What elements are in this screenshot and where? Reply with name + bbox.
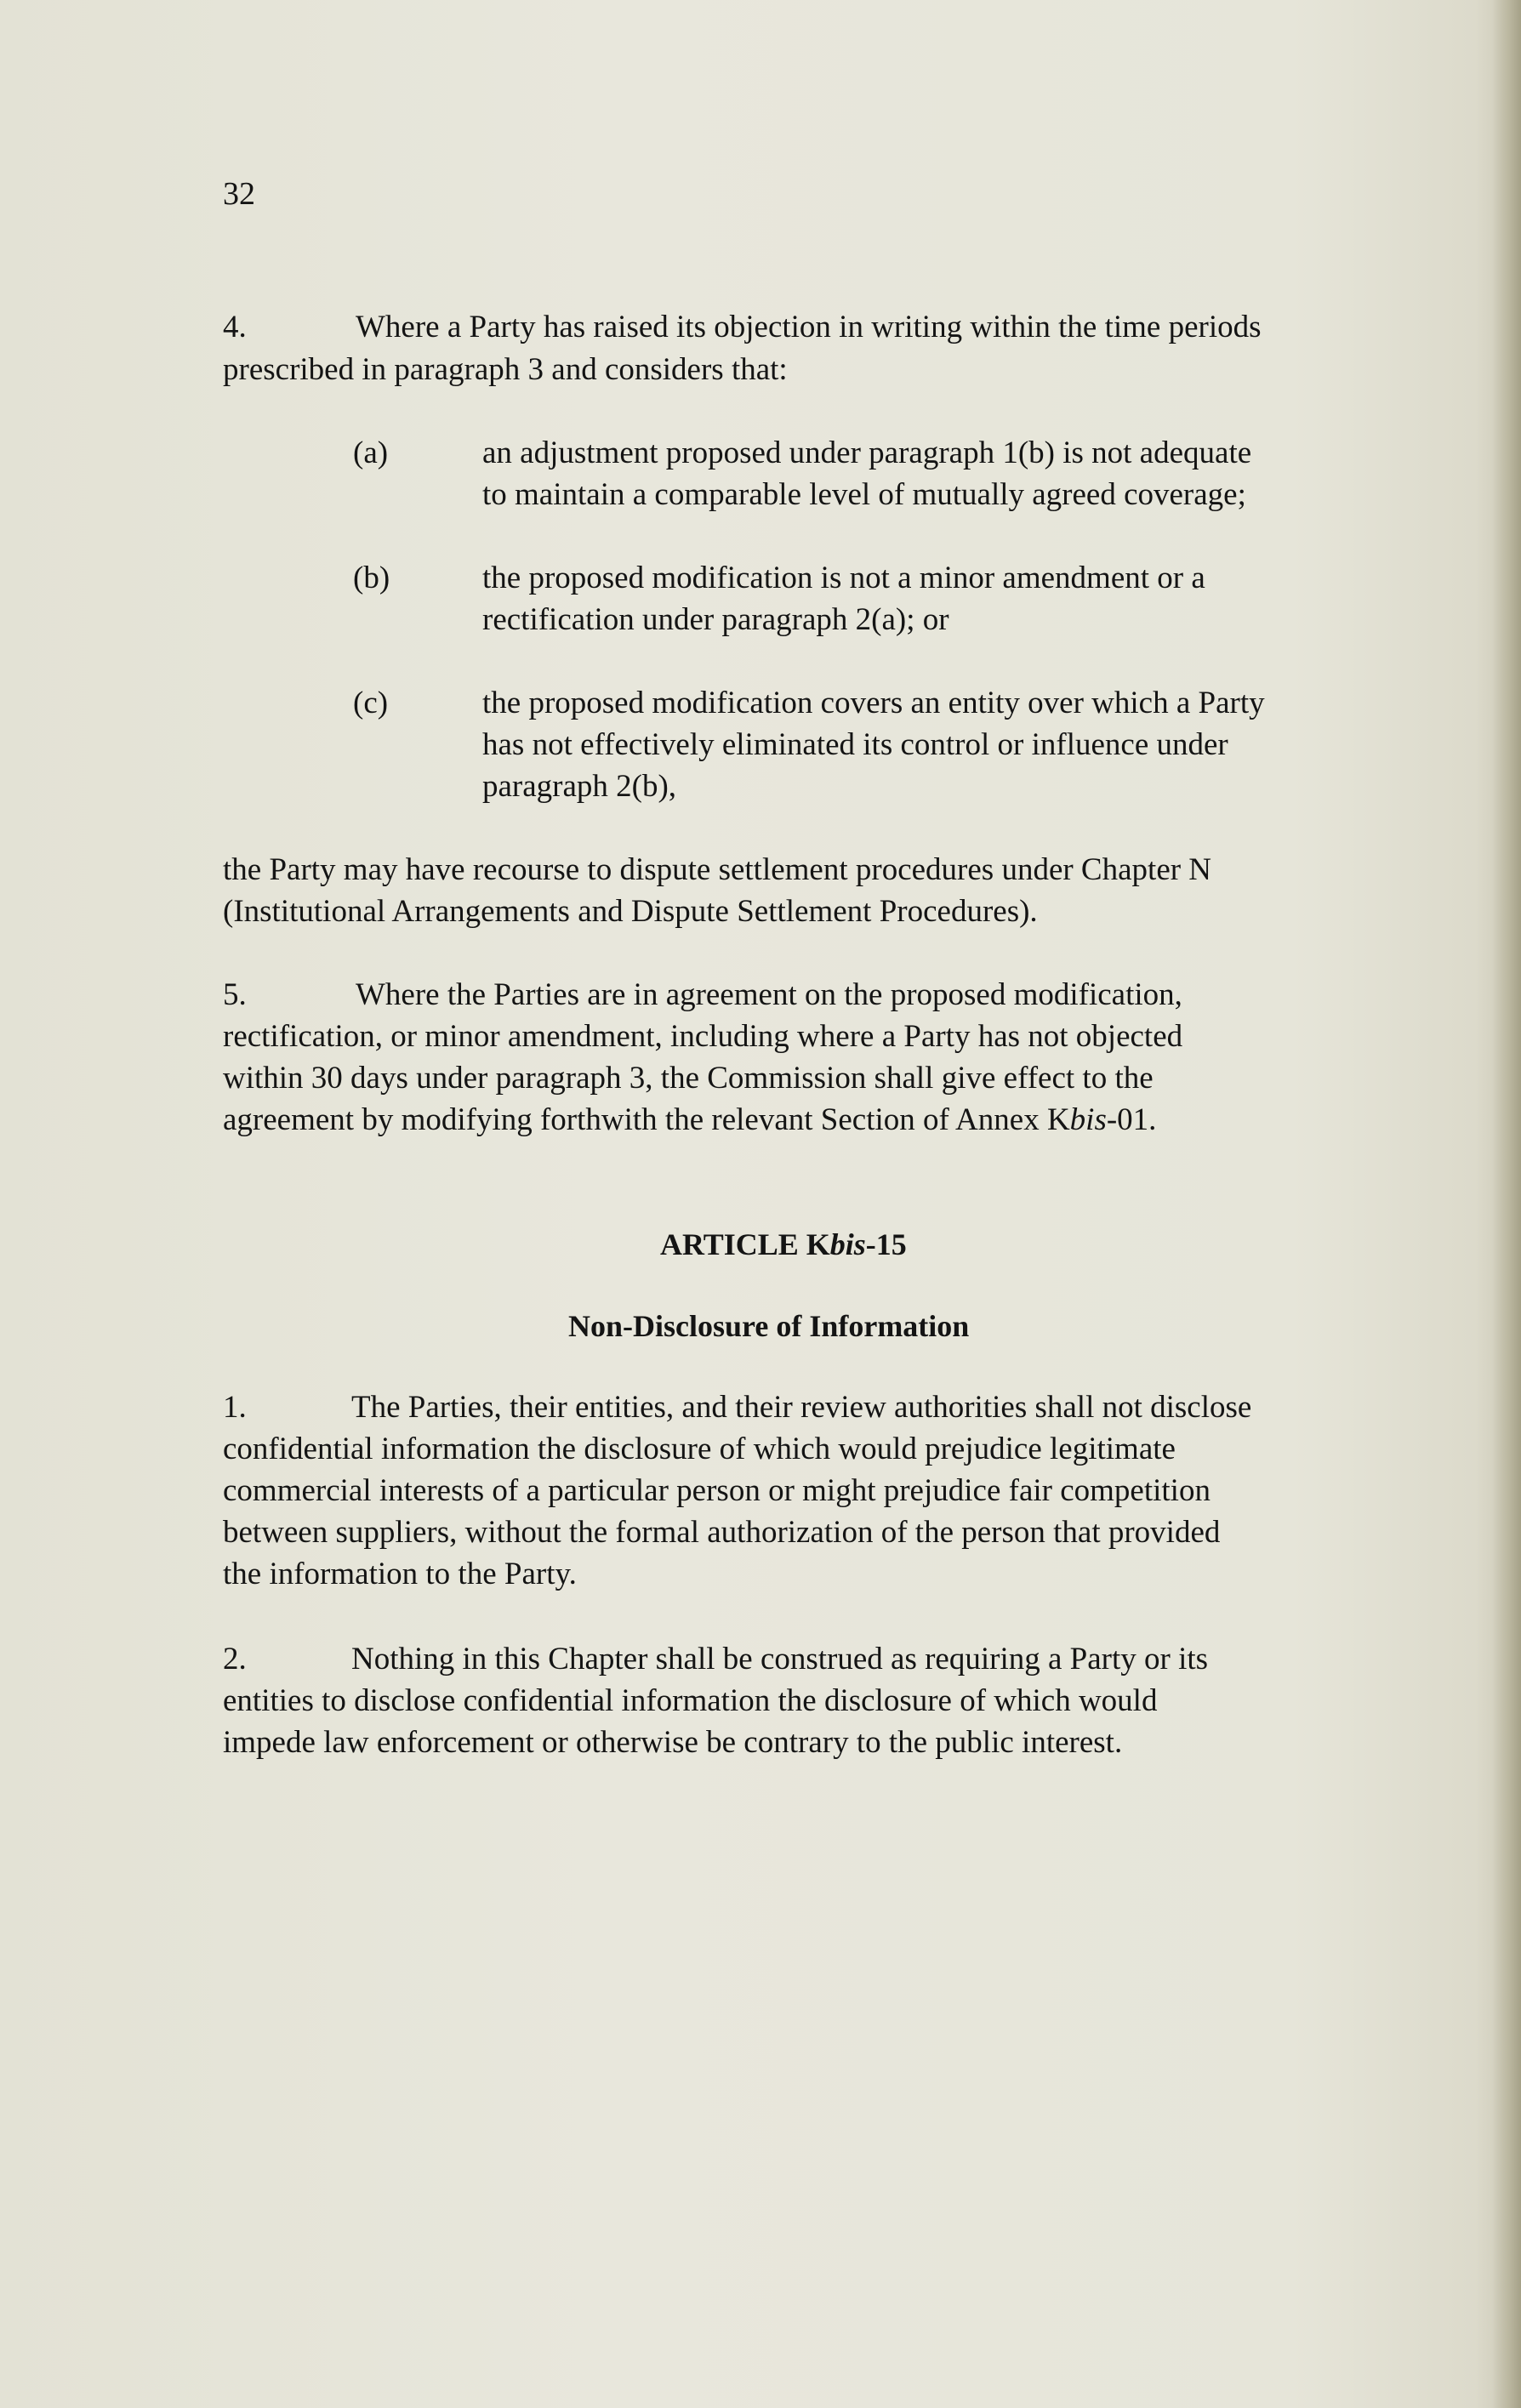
para4-number: 4. — [223, 310, 247, 344]
item-a-line: to maintain a comparable level of mutually agreed coverage; — [482, 477, 1246, 512]
art-para1-line: the information to the Party. — [223, 1557, 577, 1591]
item-c-line: paragraph 2(b), — [482, 769, 677, 804]
para5-line: Where the Parties are in agreement on the proposed modification, — [356, 977, 1182, 1012]
item-c-line: the proposed modification covers an entity over which a Party — [482, 686, 1265, 720]
page-edge-shadow — [1492, 0, 1521, 2408]
art-para1-line: The Parties, their entities, and their review authorities shall not disclose — [351, 1390, 1252, 1425]
art-para1-line: between suppliers, without the formal authorization of the person that provided — [223, 1515, 1221, 1550]
article-title: Non-Disclosure of Information — [568, 1309, 970, 1343]
item-c-label: (c) — [353, 686, 389, 720]
para4-line: prescribed in paragraph 3 and considers that: — [223, 352, 788, 387]
item-b-label: (b) — [353, 561, 390, 595]
para5-line: within 30 days under paragraph 3, the Commission shall give effect to the — [223, 1061, 1154, 1096]
para4-closing: the Party may have recourse to dispute settlement procedures under Chapter N — [223, 852, 1212, 887]
para5-line: agreement by modifying forthwith the relevant Section of Annex Kbis-01. — [223, 1102, 1157, 1137]
art-para2-line: impede law enforcement or otherwise be contrary to the public interest. — [223, 1725, 1123, 1760]
art-para2-line: entities to disclose confidential information the disclosure of which would — [223, 1683, 1158, 1718]
art-para2-number: 2. — [223, 1642, 247, 1676]
art-para1-line: confidential information the disclosure of which would prejudice legitimate — [223, 1432, 1176, 1466]
item-b-line: the proposed modification is not a minor amendment or a — [482, 561, 1205, 595]
art-para1-number: 1. — [223, 1390, 247, 1425]
para5-line: rectification, or minor amendment, including where a Party has not objected — [223, 1019, 1183, 1054]
article-heading: ARTICLE Kbis-15 — [660, 1227, 907, 1261]
art-para2-line: Nothing in this Chapter shall be construed as requiring a Party or its — [351, 1642, 1209, 1676]
art-para1-line: commercial interests of a particular person or might prejudice fair competition — [223, 1473, 1211, 1508]
page-number: 32 — [223, 176, 255, 212]
item-a-label: (a) — [353, 435, 389, 470]
para5-number: 5. — [223, 977, 247, 1012]
para4-closing: (Institutional Arrangements and Dispute Settlement Procedures). — [223, 894, 1038, 929]
item-c-line: has not effectively eliminated its control or influence under — [482, 727, 1228, 762]
item-a-line: an adjustment proposed under paragraph 1(b) is not adequate — [482, 435, 1252, 470]
item-b-line: rectification under paragraph 2(a); or — [482, 602, 949, 637]
para4-line: Where a Party has raised its objection in writing within the time periods — [356, 310, 1262, 344]
